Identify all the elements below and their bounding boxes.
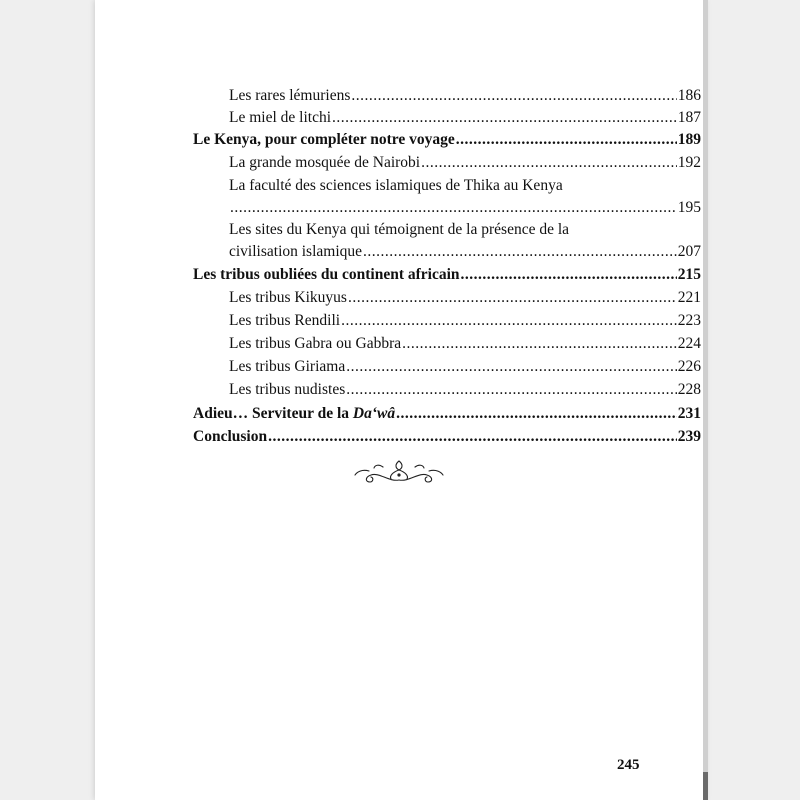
page-number: 245: [617, 757, 640, 773]
toc-entry-page: 231: [677, 405, 701, 422]
toc-entry-page: 226: [677, 358, 701, 375]
toc-entry-title: Le Kenya, pour compléter notre voyage: [193, 131, 455, 148]
toc-leader-dots: [351, 86, 676, 106]
scrollbar-track[interactable]: [703, 0, 708, 800]
toc-entry-title: Les tribus oubliées du continent africain: [193, 266, 460, 283]
toc-entry[interactable]: [229, 334, 701, 354]
toc-leader-dots: [396, 404, 677, 424]
toc-entry[interactable]: [229, 153, 701, 173]
toc-leader-dots: [230, 198, 677, 218]
toc-entry-page: 224: [677, 335, 701, 352]
toc-entry-title: Les tribus Gabra ou Gabbra: [229, 335, 402, 352]
toc-entry-title: Les rares lémuriens: [229, 87, 351, 104]
toc-entry[interactable]: [229, 288, 701, 308]
toc-entry[interactable]: [229, 380, 701, 400]
toc-entry-title-prefix: Adieu… Serviteur de la: [193, 405, 353, 422]
toc-entry[interactable]: [229, 242, 701, 262]
toc-entry[interactable]: [229, 311, 701, 331]
toc-entry-page: 228: [677, 381, 701, 398]
toc-entry[interactable]: [229, 108, 701, 128]
toc-leader-dots: [456, 130, 677, 150]
toc-leader-dots: [461, 265, 677, 285]
table-of-contents: [95, 0, 705, 800]
toc-entry-page: 207: [677, 243, 701, 260]
toc-entry-title-italic: Da‘wâ: [352, 405, 396, 422]
document-page: [95, 0, 705, 800]
toc-leader-dots: [346, 357, 677, 377]
toc-entry-page: 223: [677, 312, 701, 329]
toc-entry-page: 186: [677, 87, 701, 104]
toc-entry-title: La grande mosquée de Nairobi: [229, 154, 421, 171]
toc-entry-title: Les tribus Kikuyus: [229, 289, 347, 306]
flourish-ornament-icon: [353, 458, 445, 484]
toc-leader-dots: [268, 427, 677, 447]
toc-entry[interactable]: [229, 86, 701, 106]
toc-chapter-entry[interactable]: [193, 404, 701, 424]
toc-chapter-entry[interactable]: [193, 130, 701, 150]
toc-entry-page: 239: [677, 428, 701, 445]
toc-entry-title: Les tribus Giriama: [229, 358, 346, 375]
toc-entry-page: 221: [677, 289, 701, 306]
toc-entry-page: 187: [677, 109, 701, 126]
toc-entry-title: Le miel de litchi: [229, 109, 332, 126]
toc-leader-dots: [402, 334, 677, 354]
toc-entry-title-line[interactable]: La faculté des sciences islamiques de Thika au Kenya: [229, 177, 563, 194]
toc-leader-dots: [421, 153, 677, 173]
toc-leader-dots: [363, 242, 677, 262]
toc-chapter-entry[interactable]: [193, 265, 701, 285]
toc-entry-title: civilisation islamique: [229, 243, 363, 260]
toc-entry-page: 215: [677, 266, 701, 283]
toc-entry-page: 195: [677, 199, 701, 216]
scrollbar-thumb[interactable]: [703, 772, 708, 800]
toc-entry-title: [193, 404, 395, 424]
toc-entry-title-line[interactable]: Les sites du Kenya qui témoignent de la présence de la: [229, 221, 570, 238]
toc-entry-page: 189: [677, 131, 701, 148]
toc-leader-dots: [332, 108, 677, 128]
toc-entry-title: Conclusion: [193, 428, 268, 445]
toc-entry[interactable]: [229, 198, 701, 218]
toc-leader-dots: [341, 311, 677, 331]
toc-entry-page: 192: [677, 154, 701, 171]
toc-chapter-entry[interactable]: [193, 427, 701, 447]
toc-entry-title: Les tribus Rendili: [229, 312, 341, 329]
toc-entry-title: Les tribus nudistes: [229, 381, 346, 398]
toc-leader-dots: [348, 288, 677, 308]
toc-entry[interactable]: [229, 357, 701, 377]
toc-leader-dots: [346, 380, 677, 400]
